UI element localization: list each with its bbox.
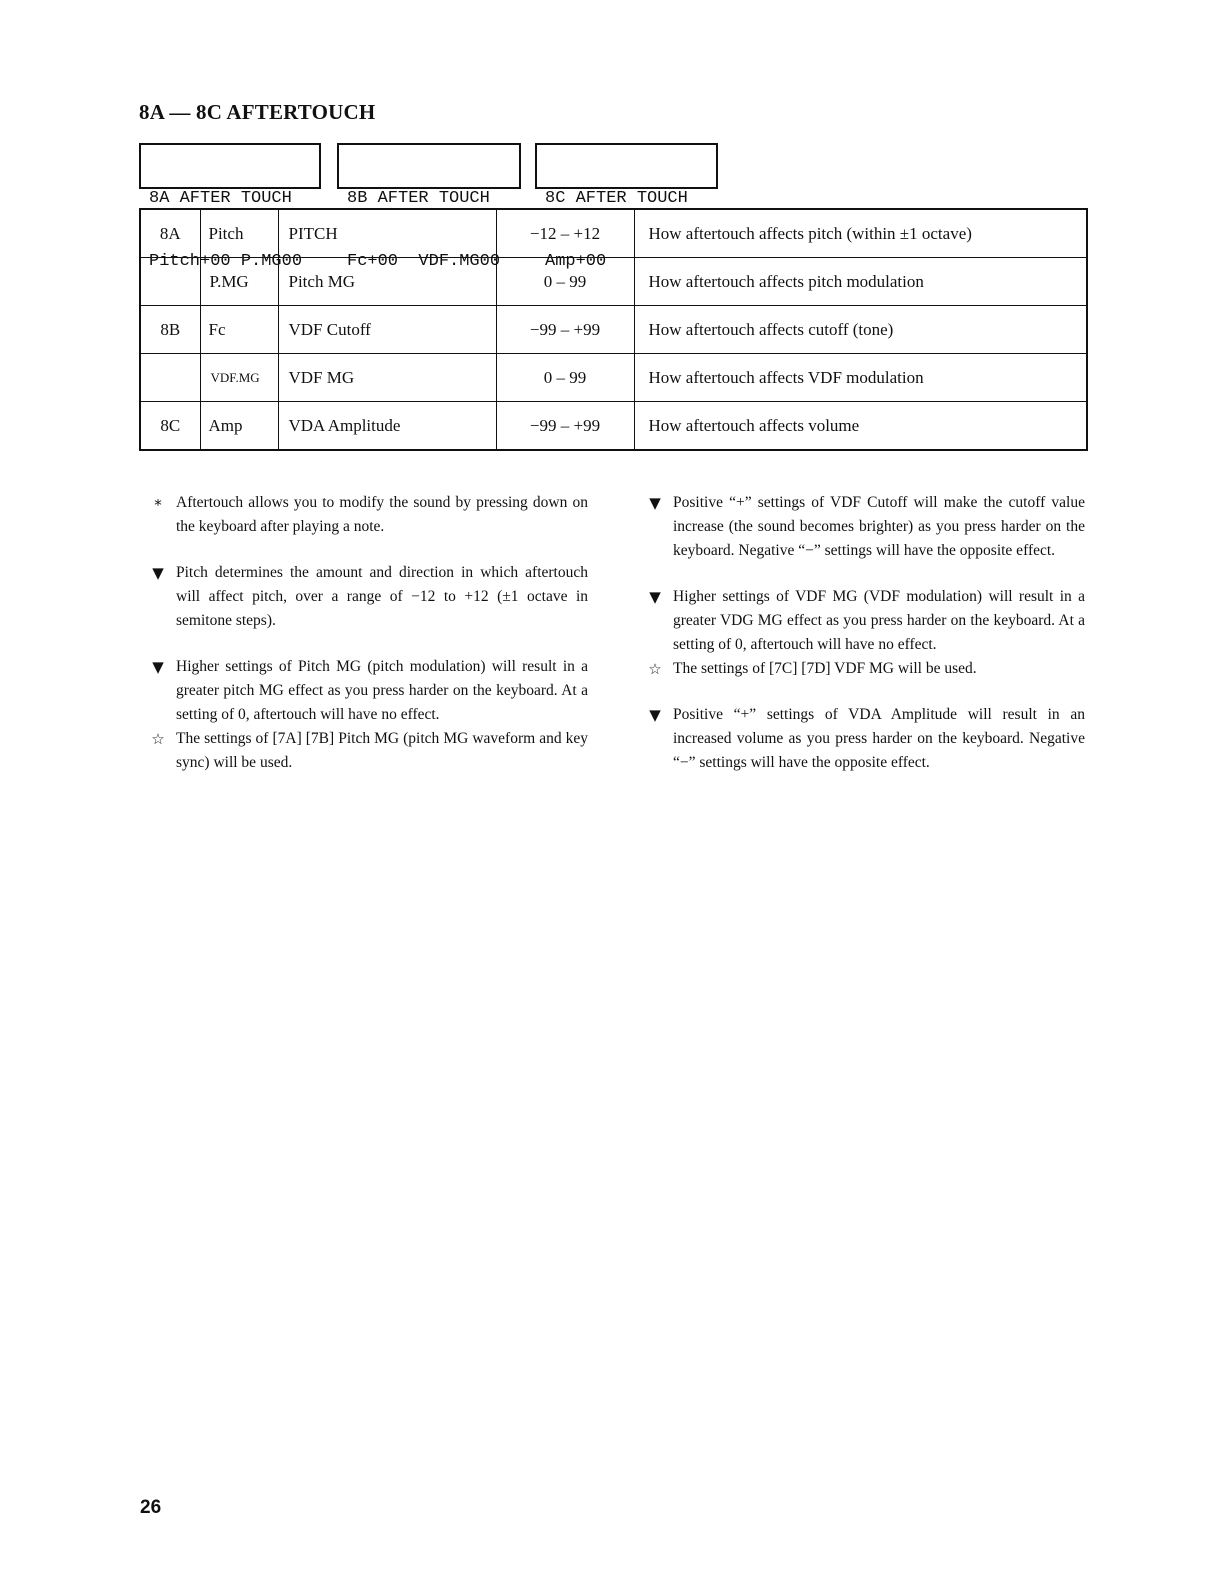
note-text: Higher settings of VDF MG (VDF modulation) will result in a greater VDG MG effect as you press harder on the keyboard. At a setting of 0, aftertouch will have no effect. [673, 588, 1085, 653]
table-row [140, 306, 1087, 354]
asterisk-icon: * [154, 496, 162, 514]
note-item [645, 657, 1085, 681]
lcd-line-2: Amp+00 [545, 252, 607, 271]
note-text: Positive “+” settings of VDF Cutoff will make the cutoff value increase (the sound becomes brighter) as you press harder on the keyboard. Negative “−” settings will have the opposite effect. [673, 494, 1085, 559]
lcd-display-8b [337, 143, 521, 271]
page-title: 8A — 8C AFTERTOUCH [139, 100, 376, 124]
description-cell: How aftertouch affects cutoff (tone) [634, 306, 1087, 354]
abbreviation-cell: P.MG [200, 258, 278, 306]
table-row [140, 209, 1087, 258]
range-cell: 0 – 99 [496, 258, 634, 306]
table-row [140, 402, 1087, 451]
triangle-down-icon: ▼ [649, 588, 661, 606]
lcd-line-2: Pitch+00 P.MG00 [149, 252, 303, 271]
group-cell [140, 354, 200, 402]
note-text: The settings of [7A] [7B] Pitch MG (pitch MG waveform and key sync) will be used. [176, 730, 588, 771]
note-item [148, 561, 588, 633]
note-item [645, 585, 1085, 657]
parameter-name-cell: VDF MG [278, 354, 496, 402]
abbreviation-cell: Fc [200, 306, 278, 354]
note-item [645, 491, 1085, 563]
lcd-display-8a [139, 143, 321, 271]
triangle-down-icon: ▼ [649, 706, 661, 724]
note-item [645, 703, 1085, 775]
range-cell: −12 – +12 [496, 209, 634, 258]
note-item [148, 655, 588, 727]
parameter-name-cell: PITCH [278, 209, 496, 258]
abbreviation-cell: Pitch [200, 209, 278, 258]
group-cell: 8B [140, 306, 200, 354]
lcd-line-2: Fc+00 VDF.MG00 [347, 252, 501, 271]
range-cell: 0 – 99 [496, 354, 634, 402]
note-text: Aftertouch allows you to modify the sound by pressing down on the keyboard after playing a note. [176, 494, 588, 535]
note-text: Pitch determines the amount and direction in which aftertouch will affect pitch, over a range of −12 to +12 (±1 octave in semitone steps). [176, 564, 588, 629]
abbreviation-cell: VDF.MG [200, 354, 278, 402]
description-cell: How aftertouch affects pitch (within ±1 octave) [634, 209, 1087, 258]
triangle-down-icon: ▼ [152, 564, 164, 582]
triangle-down-icon: ▼ [649, 494, 661, 512]
notes-left-column [148, 491, 588, 775]
description-cell: How aftertouch affects pitch modulation [634, 258, 1087, 306]
group-cell: 8A [140, 209, 200, 258]
description-cell: How aftertouch affects volume [634, 402, 1087, 451]
note-text: Positive “+” settings of VDA Amplitude will result in an increased volume as you press harder on the keyboard. Negative “−” settings will have the opposite effect. [673, 706, 1085, 771]
parameter-name-cell: Pitch MG [278, 258, 496, 306]
group-cell: 8C [140, 402, 200, 451]
range-cell: −99 – +99 [496, 306, 634, 354]
lcd-line-1: 8C AFTER TOUCH [545, 189, 688, 208]
triangle-down-icon: ▼ [152, 658, 164, 676]
parameter-name-cell: VDA Amplitude [278, 402, 496, 451]
lcd-line-1: 8B AFTER TOUCH [347, 189, 490, 208]
note-text: The settings of [7C] [7D] VDF MG will be used. [673, 660, 977, 677]
description-cell: How aftertouch affects VDF modulation [634, 354, 1087, 402]
table-row [140, 354, 1087, 402]
group-cell [140, 258, 200, 306]
lcd-line-1: 8A AFTER TOUCH [149, 189, 292, 208]
parameter-table [139, 208, 1088, 451]
abbreviation-cell: Amp [200, 402, 278, 451]
note-item [148, 491, 588, 539]
notes-right-column [645, 491, 1085, 775]
page-number: 26 [140, 1497, 162, 1518]
parameter-name-cell: VDF Cutoff [278, 306, 496, 354]
range-cell: −99 – +99 [496, 402, 634, 451]
note-text: Higher settings of Pitch MG (pitch modulation) will result in a greater pitch MG effect as you press harder on the keyboard. At a setting of 0, aftertouch will have no effect. [176, 658, 588, 723]
note-item [148, 727, 588, 775]
star-outline-icon: ☆ [648, 660, 662, 678]
table-row [140, 258, 1087, 306]
star-outline-icon: ☆ [151, 730, 165, 748]
